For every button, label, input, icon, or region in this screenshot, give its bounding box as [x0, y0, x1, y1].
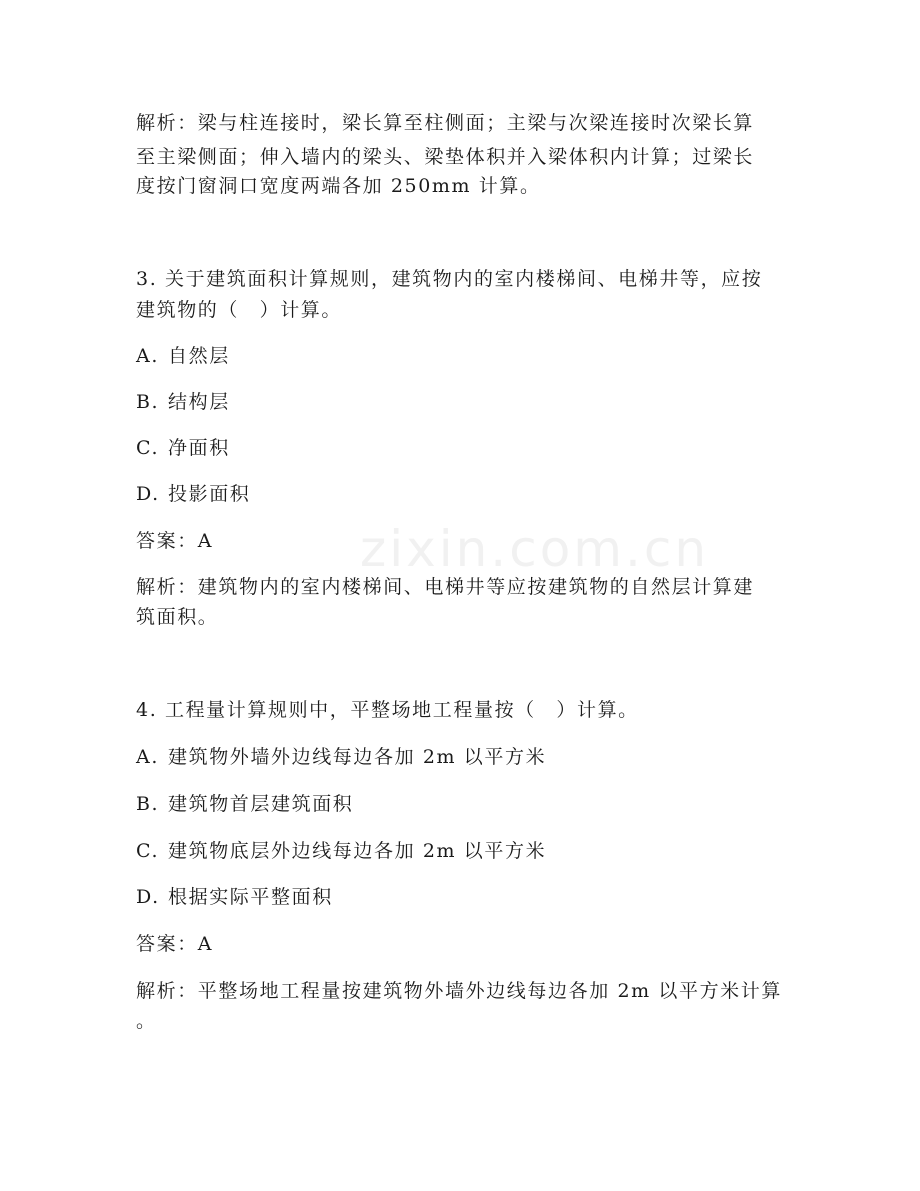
- option-text: 结构层: [168, 391, 230, 413]
- option-text: 建筑物首层建筑面积: [168, 793, 354, 815]
- option-letter: C.: [136, 840, 160, 862]
- q4-option-b: [136, 792, 353, 816]
- q3-option-d: [136, 482, 250, 506]
- option-letter: D.: [136, 886, 160, 908]
- option-letter: D.: [136, 483, 160, 505]
- q4-option-c: [136, 839, 546, 863]
- option-letter: C.: [136, 437, 160, 459]
- option-letter: A.: [136, 746, 159, 768]
- q4-analysis-line-1: 解析：平整场地工程量按建筑物外墙外边线每边各加 2m 以平方米计算: [136, 980, 782, 1002]
- q3-option-c: [136, 436, 230, 460]
- option-text: 根据实际平整面积: [168, 886, 333, 908]
- q3-answer: 答案：A: [136, 530, 214, 552]
- q3-question-line-2: 建筑物的（ ）计算。: [136, 299, 343, 321]
- q3-option-b: [136, 390, 230, 414]
- option-text: 建筑物外墙外边线每边各加 2m 以平方米: [168, 746, 547, 768]
- analysis-prev-line-3: 度按门窗洞口宽度两端各加 250mm 计算。: [136, 175, 541, 197]
- option-text: 投影面积: [168, 483, 251, 505]
- q3-option-a: [136, 344, 230, 368]
- option-letter: B.: [136, 793, 160, 815]
- q4-option-d: [136, 885, 333, 909]
- analysis-prev-line-1: 解析：梁与柱连接时，梁长算至柱侧面；主梁与次梁连接时次梁长算: [136, 112, 755, 134]
- q4-question-line-1: 4. 工程量计算规则中，平整场地工程量按（ ）计算。: [136, 699, 639, 721]
- watermark: zixin.com.cn: [360, 520, 710, 578]
- option-text: 建筑物底层外边线每边各加 2m 以平方米: [168, 840, 547, 862]
- q4-answer: 答案：A: [136, 933, 214, 955]
- q3-analysis-line-2: 筑面积。: [136, 606, 219, 628]
- option-text: 净面积: [168, 437, 230, 459]
- q3-analysis-line-1: 解析：建筑物内的室内楼梯间、电梯井等应按建筑物的自然层计算建: [136, 576, 755, 598]
- option-text: 自然层: [168, 345, 230, 367]
- option-letter: B.: [136, 391, 160, 413]
- option-letter: A.: [136, 345, 159, 367]
- q3-question-line-1: 3. 关于建筑面积计算规则，建筑物内的室内楼梯间、电梯井等，应按: [136, 268, 763, 290]
- analysis-prev-line-2: 至主梁侧面；伸入墙内的梁头、梁垫体积并入梁体积内计算；过梁长: [136, 146, 755, 168]
- q4-option-a: [136, 745, 546, 769]
- q4-analysis-line-2: 。: [136, 1010, 157, 1032]
